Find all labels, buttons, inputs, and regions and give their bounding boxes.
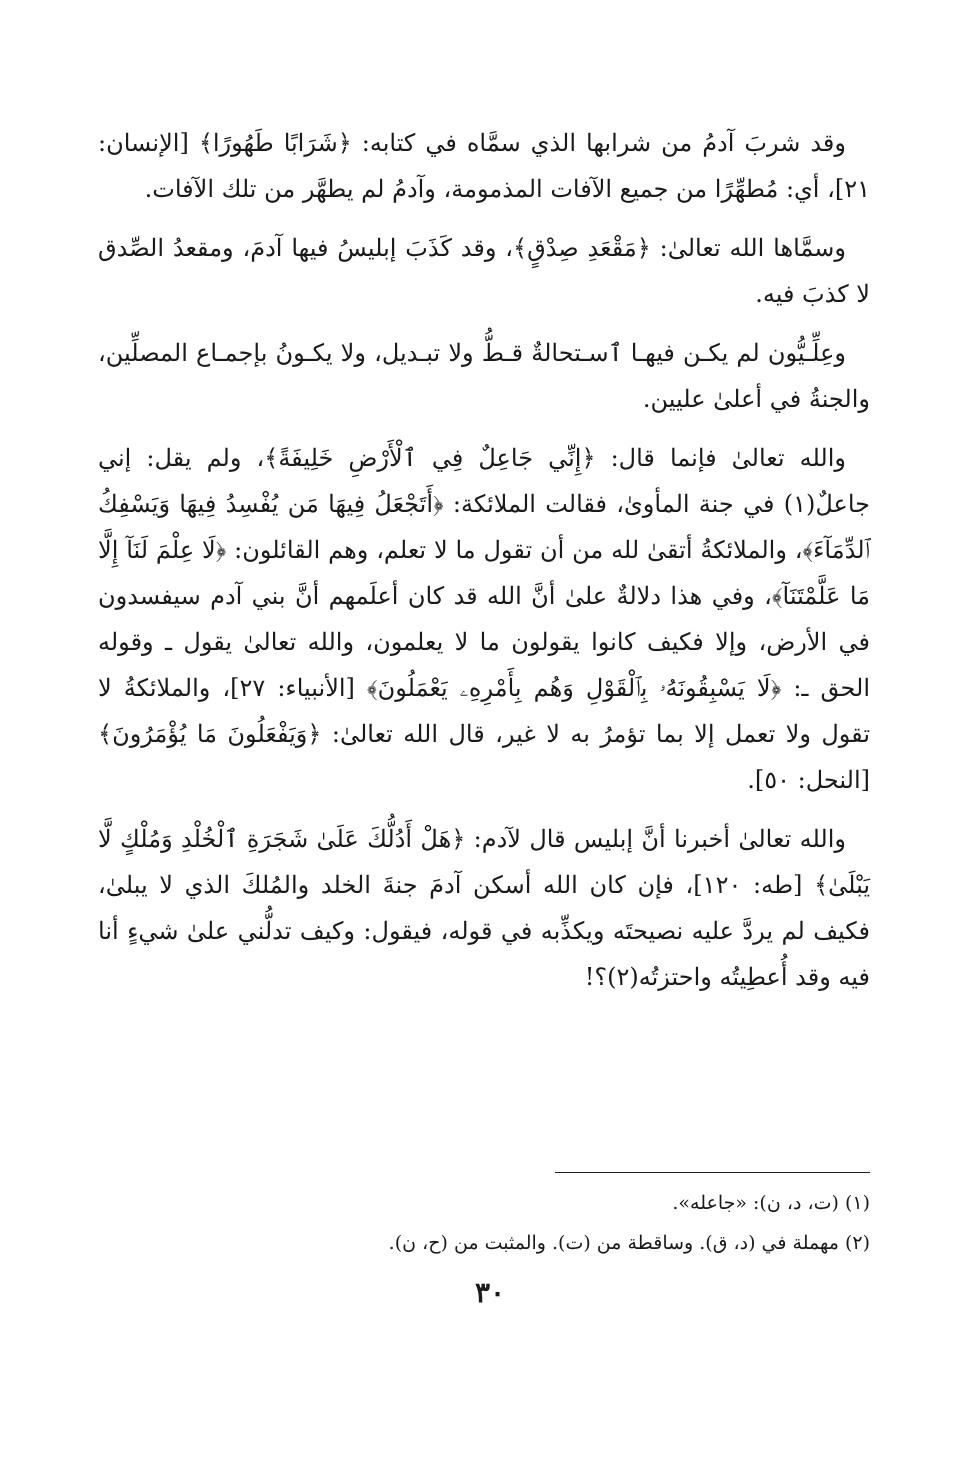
page-number: ٣٠: [474, 1276, 506, 1309]
footnote-separator: [555, 1172, 870, 1173]
footnote-2: (٢) مهملة في (د، ق). وساقطة من (ت). والمثبت من (ح، ن).: [388, 1232, 870, 1254]
paragraph-1: وقد شربَ آدمُ من شرابها الذي سمَّاه في كتابه: ﴿شَرَابًا طَهُورًا﴾ [الإنسان: ٢١]، أي: مُطهِّرًا من جميع الآفات المذمومة، وآدمُ لم يطهَّر من تلك الآفات.: [98, 129, 870, 203]
paragraph-4: والله تعالىٰ فإنما قال: ﴿إِنِّي جَاعِلٌ فِي ٱلْأَرْضِ خَلِيفَةً﴾، ولم يقل: إني جاعلٌ(١) في جنة المأوىٰ، فقالت الملائكة: ﴿أَتَجْعَلُ فِيهَا مَن يُفْسِدُ فِيهَا وَيَسْفِكُ ٱلدِّمَآءَ﴾، والملائكةُ أتقىٰ لله من أن تقول ما لا تعلم، وهم القائلون: ﴿لَا عِلْمَ لَنَآ إِلَّا مَا عَلَّمْتَنَآ﴾، وفي هذا دلالةٌ علىٰ أنَّ الله قد كان أعلَمهم أنَّ بني آدم سيفسدون في الأرض، وإلا فكيف كانوا يقولون ما لا يعلمون، والله تعالىٰ يقول ـ وقوله الحق ـ: ﴿لَا يَسْبِقُونَهُۥ بِٱلْقَوْلِ وَهُم بِأَمْرِهِۦ يَعْمَلُونَ﴾ [الأنبياء: ٢٧]، والملائكةُ لا تقول ولا تعمل إلا بما تؤمرُ به لا غير، قال الله تعالىٰ: ﴿وَيَفْعَلُونَ مَا يُؤْمَرُونَ﴾ [النحل: ٥٠].: [98, 444, 870, 794]
footnotes: [98, 1183, 870, 1263]
paragraph-2: وسمَّاها الله تعالىٰ: ﴿مَقْعَدِ صِدْقٍ﴾، وقد كَذَبَ إبليسُ فيها آدمَ، ومقعدُ الصِّدق لا كذبَ فيه.: [98, 234, 870, 308]
main-text: [98, 120, 870, 1013]
paragraph-3: وعِلِّـيُّون لم يكـن فيهـا ٱسـتحالةٌ قـطُّ ولا تبـديل، ولا يكـونُ بإجمـاع المصلِّين، والجنةُ في أعلىٰ عليين.: [98, 339, 870, 413]
paragraph-5: والله تعالىٰ أخبرنا أنَّ إبليس قال لآدم: ﴿هَلْ أَدُلُّكَ عَلَىٰ شَجَرَةِ ٱلْخُلْدِ وَمُلْكٍ لَّا يَبْلَىٰ﴾ [طه: ١٢٠]، فإن كان الله أسكن آدمَ جنةَ الخلد والمُلكَ الذي لا يبلىٰ، فكيف لم يردَّ عليه نصيحتَه ويكذِّبه في قوله، فيقول: وكيف تدلُّني علىٰ شيءٍ أنا فيه وقد أُعطِيتُه واحتزتُه(٢)؟!: [98, 825, 871, 991]
footnote-1: (١) (ت، د، ن): «جاعله».: [672, 1192, 870, 1214]
